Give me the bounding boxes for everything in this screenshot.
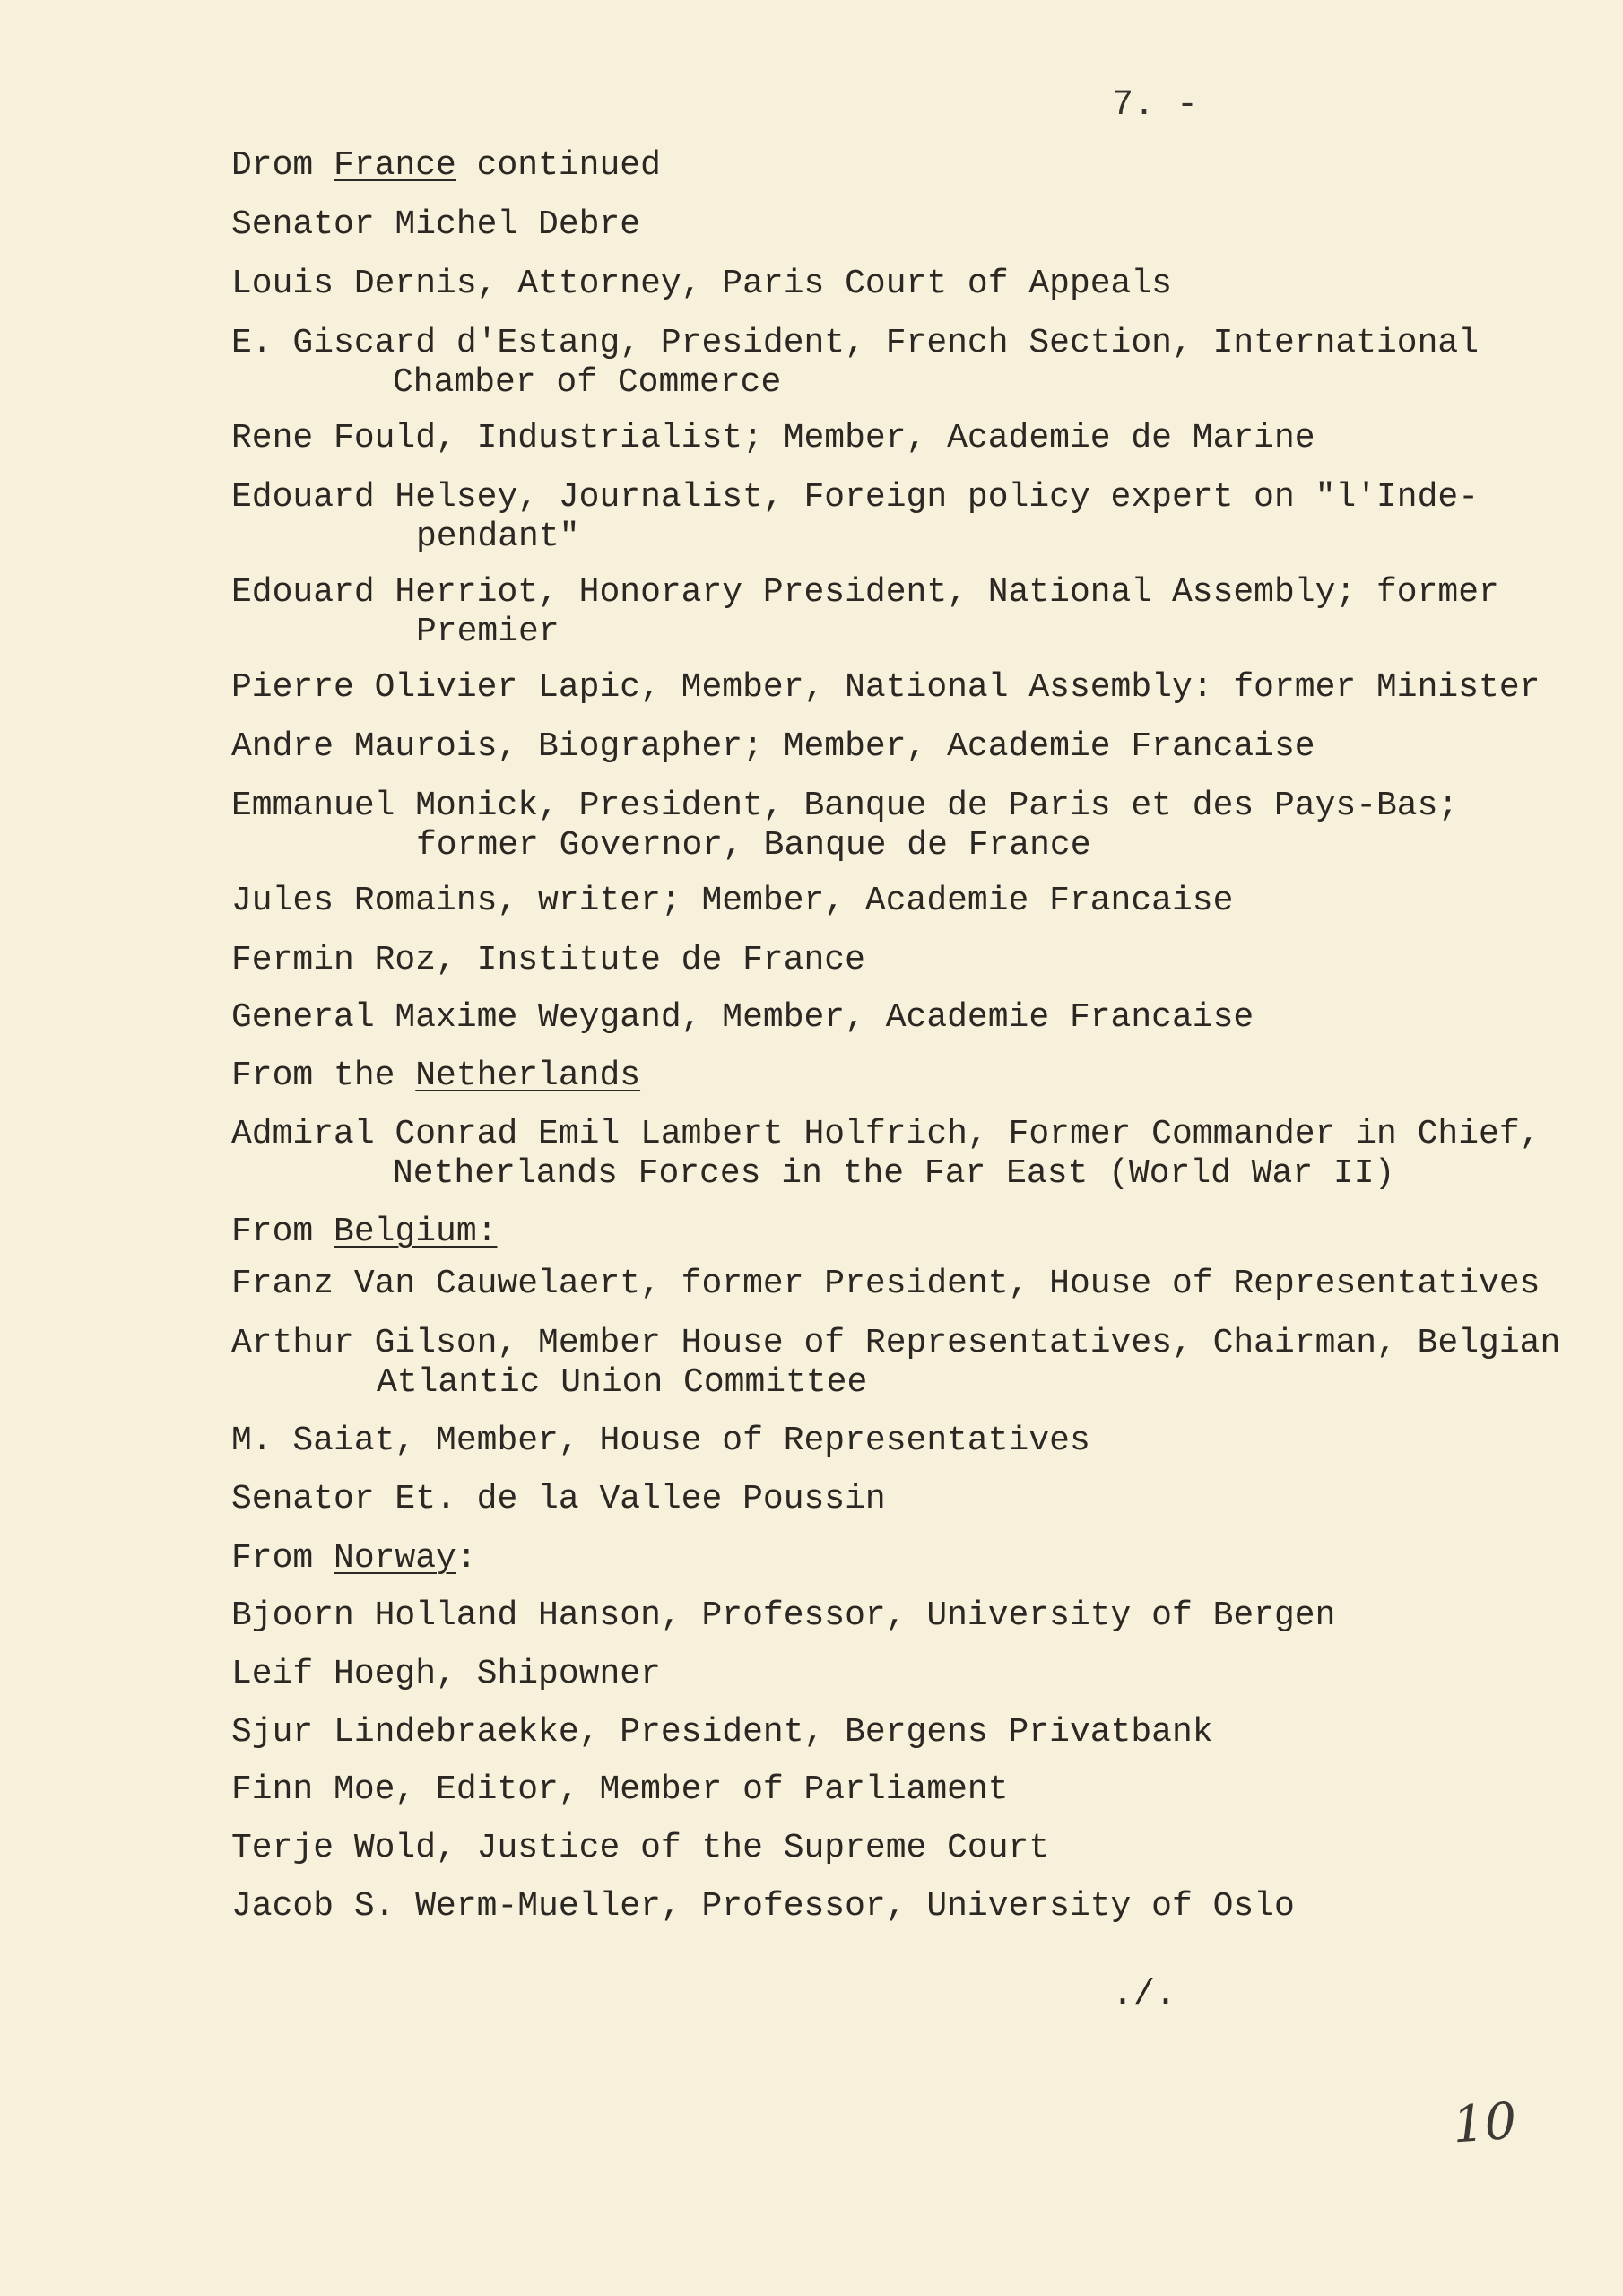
heading-prefix: From (231, 1213, 334, 1251)
section-heading-norway (231, 1539, 1558, 1578)
entry-continuation-line: Netherlands Forces in the Far East (World War II) (393, 1154, 1395, 1193)
entry-line: Bjoorn Holland Hanson, Professor, University of Bergen (231, 1596, 1336, 1635)
list-item (231, 941, 1558, 980)
entry-continuation-line: former Governor, Banque de France (416, 826, 1091, 865)
entry-continuation-line: Chamber of Commerce (393, 363, 782, 402)
entry-line: Jules Romains, writer; Member, Academie Francaise (231, 882, 1234, 920)
entry-line: Emmanuel Monick, President, Banque de Paris et des Pays-Bas; (231, 787, 1459, 825)
section-heading-france (231, 146, 1558, 186)
list-item (231, 727, 1558, 767)
entry-line: Edouard Herriot, Honorary President, National Assembly; former (231, 573, 1499, 612)
entry-line: Admiral Conrad Emil Lambert Holfrich, Former Commander in Chief, (231, 1115, 1541, 1153)
list-item (231, 1480, 1558, 1519)
heading-suffix: continued (456, 146, 661, 185)
continuation-mark: ./. (1112, 1975, 1177, 2015)
list-item (231, 324, 1558, 403)
list-item (231, 1422, 1558, 1461)
entry-continuation-line: Atlantic Union Committee (377, 1363, 868, 1402)
entry-line: Sjur Lindebraekke, President, Bergens Privatbank (231, 1713, 1213, 1752)
list-item (231, 668, 1558, 708)
list-item (231, 1115, 1558, 1194)
list-item (231, 1887, 1558, 1926)
entry-line: General Maxime Weygand, Member, Academie Francaise (231, 998, 1254, 1037)
list-item (231, 419, 1558, 458)
entry-continuation-line: Premier (416, 613, 560, 651)
heading-country: Netherlands (415, 1057, 641, 1095)
heading-suffix: : (456, 1539, 477, 1578)
heading-country: Belgium: (334, 1213, 498, 1251)
entry-line: E. Giscard d'Estang, President, French Section, International (231, 324, 1480, 362)
list-item (231, 998, 1558, 1038)
entry-line: Pierre Olivier Lapic, Member, National Assembly: former Minister (231, 668, 1541, 707)
heading-country: Norway (334, 1539, 456, 1578)
entry-line: Edouard Helsey, Journalist, Foreign policy expert on "l'Inde- (231, 478, 1480, 517)
list-item (231, 478, 1558, 557)
heading-prefix: Drom (231, 146, 334, 185)
entry-line: Senator Et. de la Vallee Poussin (231, 1480, 886, 1518)
entry-line: Finn Moe, Editor, Member of Parliament (231, 1770, 1009, 1809)
entry-continuation-line: pendant" (416, 517, 580, 556)
list-item (231, 205, 1558, 245)
entry-line: Leif Hoegh, Shipowner (231, 1655, 661, 1693)
list-item (231, 1265, 1558, 1304)
heading-prefix: From the (231, 1057, 416, 1095)
list-item (231, 1655, 1558, 1694)
section-heading-netherlands (231, 1057, 1558, 1096)
list-item (231, 573, 1558, 652)
entry-line: Louis Dernis, Attorney, Paris Court of Appeals (231, 265, 1172, 303)
heading-country: France (334, 146, 456, 185)
list-item (231, 1713, 1558, 1752)
list-item (231, 1770, 1558, 1810)
entry-line: Rene Fould, Industrialist; Member, Academie de Marine (231, 419, 1315, 457)
list-item (231, 1829, 1558, 1868)
handwritten-folio-number: 10 (1450, 2092, 1519, 2155)
heading-prefix: From (231, 1539, 334, 1578)
list-item (231, 1324, 1561, 1403)
entry-line: Senator Michel Debre (231, 205, 641, 244)
entry-line: Arthur Gilson, Member House of Representatives, Chairman, Belgian (231, 1324, 1561, 1362)
entry-line: M. Saiat, Member, House of Representatives (231, 1422, 1090, 1460)
entry-line: Terje Wold, Justice of the Supreme Court (231, 1829, 1050, 1867)
section-heading-belgium (231, 1213, 1558, 1252)
entry-line: Franz Van Cauwelaert, former President, House of Representatives (231, 1265, 1541, 1303)
list-item (231, 265, 1558, 304)
entry-line: Fermin Roz, Institute de France (231, 941, 865, 979)
list-item (231, 882, 1558, 921)
page-number: 7. - (1112, 85, 1199, 126)
entry-line: Jacob S. Werm-Mueller, Professor, University of Oslo (231, 1887, 1295, 1926)
list-item (231, 787, 1558, 865)
entry-line: Andre Maurois, Biographer; Member, Academie Francaise (231, 727, 1315, 766)
list-item (231, 1596, 1558, 1636)
